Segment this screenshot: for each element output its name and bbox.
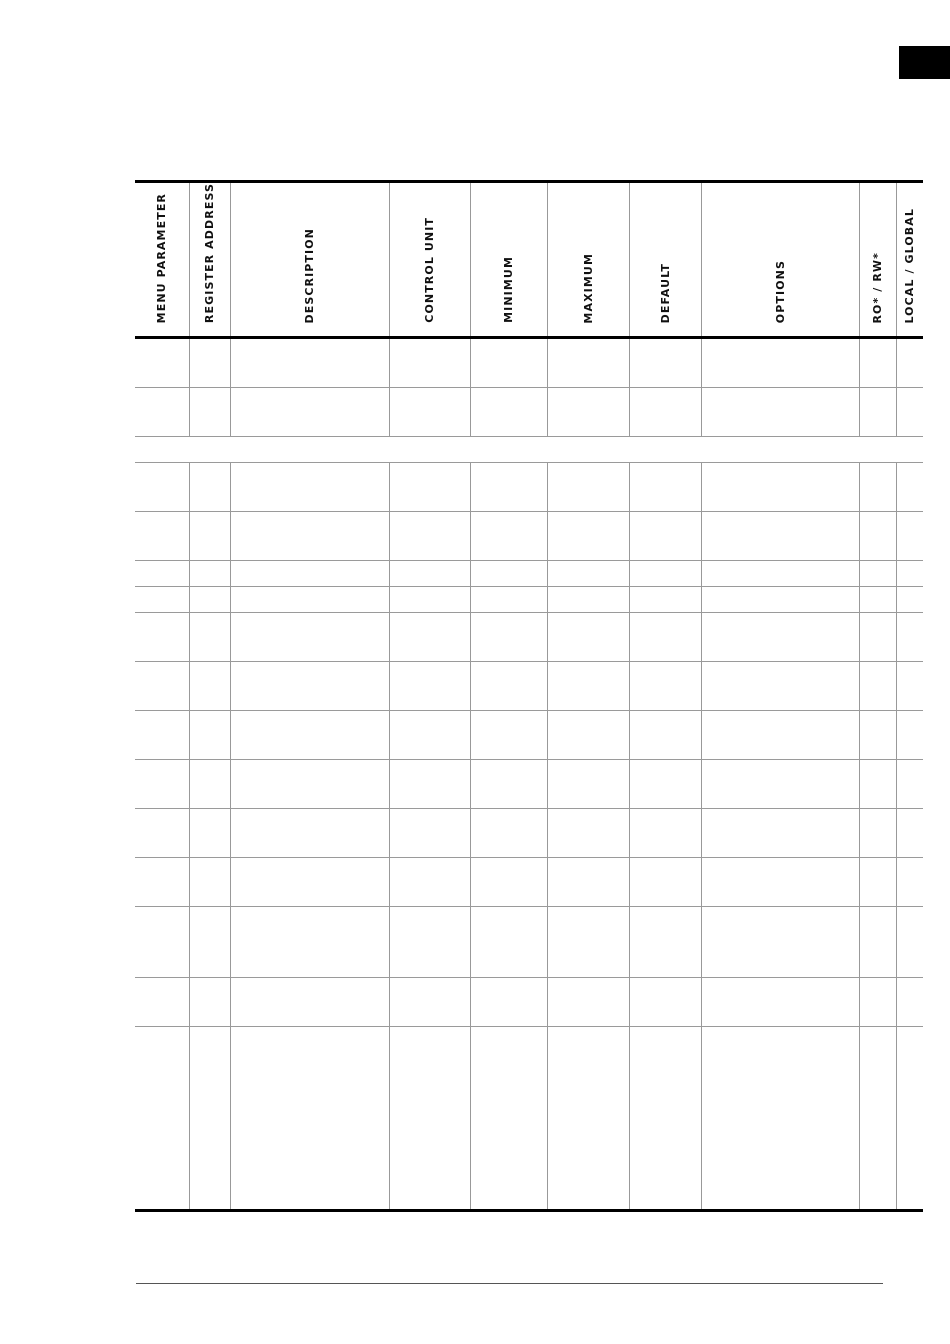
table-cell <box>230 711 389 760</box>
table-cell <box>629 338 701 388</box>
table-cell <box>135 858 189 907</box>
table-cell <box>230 613 389 662</box>
table-cell <box>859 388 896 437</box>
table-cell <box>547 512 629 561</box>
table-cell <box>896 907 923 978</box>
table-cell <box>189 1027 230 1211</box>
header-menu-parameter <box>135 182 189 338</box>
table-cell <box>389 613 470 662</box>
header-default <box>629 182 701 338</box>
table-row <box>135 512 923 561</box>
table-cell <box>547 907 629 978</box>
table-cell <box>135 613 189 662</box>
table-cell <box>135 809 189 858</box>
table-cell <box>470 907 547 978</box>
table-cell <box>189 512 230 561</box>
table-cell <box>389 809 470 858</box>
table-cell <box>859 858 896 907</box>
table-cell <box>189 711 230 760</box>
header-label: OPTIONS <box>773 259 787 324</box>
table-cell <box>230 561 389 587</box>
table-row <box>135 561 923 587</box>
table-cell <box>547 613 629 662</box>
parameter-table <box>135 180 923 1212</box>
table-cell <box>135 338 189 388</box>
header-control-unit <box>389 182 470 338</box>
table-cell <box>859 711 896 760</box>
table-cell <box>470 978 547 1027</box>
table-cell <box>896 388 923 437</box>
table-cell <box>896 338 923 388</box>
table-cell <box>389 711 470 760</box>
table-cell <box>389 662 470 711</box>
table-cell <box>896 978 923 1027</box>
table-cell <box>701 613 859 662</box>
table-cell <box>859 512 896 561</box>
table-row <box>135 978 923 1027</box>
header-label: DESCRIPTION <box>303 227 316 324</box>
table-cell <box>859 1027 896 1211</box>
table-row <box>135 760 923 809</box>
table-cell <box>547 858 629 907</box>
section-cell <box>135 437 923 463</box>
header-label: CONTROL UNIT <box>423 217 436 324</box>
table-cell <box>135 760 189 809</box>
table-cell <box>230 1027 389 1211</box>
header-label: RO* / RW* <box>871 251 884 324</box>
table-cell <box>896 711 923 760</box>
table-cell <box>470 388 547 437</box>
table-cell <box>470 338 547 388</box>
table-cell <box>859 809 896 858</box>
footer-rule <box>136 1283 883 1284</box>
table-header-row <box>135 182 923 338</box>
header-label: DEFAULT <box>658 262 672 324</box>
table-cell <box>701 978 859 1027</box>
table-cell <box>547 662 629 711</box>
table-cell <box>189 662 230 711</box>
table-cell <box>470 512 547 561</box>
table-cell <box>896 1027 923 1211</box>
table-cell <box>701 907 859 978</box>
table-body <box>135 338 923 1211</box>
table-cell <box>470 809 547 858</box>
header-maximum <box>547 182 629 338</box>
table-cell <box>135 561 189 587</box>
table-cell <box>629 561 701 587</box>
table-cell <box>230 338 389 388</box>
table-row <box>135 338 923 388</box>
table-cell <box>135 388 189 437</box>
table-cell <box>896 858 923 907</box>
table-cell <box>189 338 230 388</box>
table-row <box>135 1027 923 1211</box>
table-cell <box>629 388 701 437</box>
table-cell <box>189 388 230 437</box>
header-local-global <box>896 182 923 338</box>
table-cell <box>701 662 859 711</box>
table-cell <box>547 338 629 388</box>
page-tab-marker <box>899 46 950 79</box>
header-label: MINIMUM <box>502 256 515 324</box>
table-cell <box>135 1027 189 1211</box>
table-cell <box>389 858 470 907</box>
table-cell <box>470 561 547 587</box>
table-cell <box>189 809 230 858</box>
table-cell <box>389 978 470 1027</box>
table-cell <box>230 907 389 978</box>
header-label: LOCAL / GLOBAL <box>903 207 917 324</box>
table-cell <box>189 978 230 1027</box>
table-cell <box>701 338 859 388</box>
table-cell <box>629 1027 701 1211</box>
table-cell <box>389 388 470 437</box>
table-row <box>135 809 923 858</box>
table-cell <box>859 613 896 662</box>
table-cell <box>389 512 470 561</box>
table-cell <box>701 809 859 858</box>
table-cell <box>230 978 389 1027</box>
table-cell <box>896 662 923 711</box>
table-cell <box>189 561 230 587</box>
table-cell <box>896 587 923 613</box>
table-cell <box>629 613 701 662</box>
header-label: MAXIMUM <box>581 252 595 324</box>
table-cell <box>470 858 547 907</box>
table-cell <box>135 512 189 561</box>
table-cell <box>389 587 470 613</box>
table-cell <box>470 463 547 512</box>
table-cell <box>189 587 230 613</box>
table-row <box>135 662 923 711</box>
table-cell <box>859 463 896 512</box>
table-cell <box>701 561 859 587</box>
table-cell <box>896 463 923 512</box>
table-cell <box>547 809 629 858</box>
table-cell <box>230 463 389 512</box>
table-cell <box>701 463 859 512</box>
table-cell <box>135 711 189 760</box>
table-cell <box>629 907 701 978</box>
table-cell <box>389 338 470 388</box>
table-cell <box>189 858 230 907</box>
table-cell <box>230 587 389 613</box>
table-row <box>135 907 923 978</box>
table-cell <box>701 388 859 437</box>
table-cell <box>389 561 470 587</box>
table-cell <box>859 907 896 978</box>
table-cell <box>896 512 923 561</box>
table-row <box>135 613 923 662</box>
table-cell <box>629 858 701 907</box>
table-row <box>135 711 923 760</box>
table-cell <box>701 512 859 561</box>
table-cell <box>547 1027 629 1211</box>
table-cell <box>470 1027 547 1211</box>
table-cell <box>189 907 230 978</box>
table-cell <box>230 809 389 858</box>
table-cell <box>547 760 629 809</box>
table-cell <box>629 809 701 858</box>
table-cell <box>389 907 470 978</box>
table-cell <box>701 711 859 760</box>
table-cell <box>701 587 859 613</box>
table-cell <box>230 858 389 907</box>
header-register-address <box>189 182 230 338</box>
table-cell <box>629 978 701 1027</box>
table-cell <box>230 512 389 561</box>
table-cell <box>470 613 547 662</box>
table-cell <box>701 1027 859 1211</box>
header-label: REGISTER ADDRESS <box>203 183 216 324</box>
table-cell <box>859 978 896 1027</box>
table-cell <box>135 978 189 1027</box>
table-cell <box>629 512 701 561</box>
table-cell <box>470 587 547 613</box>
section-row <box>135 437 923 463</box>
table-cell <box>859 587 896 613</box>
table-cell <box>859 338 896 388</box>
table-cell <box>189 613 230 662</box>
table-cell <box>547 463 629 512</box>
table-cell <box>859 662 896 711</box>
table-row <box>135 388 923 437</box>
table-cell <box>859 760 896 809</box>
table-cell <box>389 1027 470 1211</box>
header-label: MENU PARAMETER <box>155 192 169 324</box>
table-row <box>135 587 923 613</box>
header-description <box>230 182 389 338</box>
table-cell <box>896 561 923 587</box>
table-row <box>135 463 923 512</box>
table-cell <box>629 760 701 809</box>
table-cell <box>135 662 189 711</box>
table-cell <box>701 858 859 907</box>
table-cell <box>629 662 701 711</box>
table-cell <box>629 587 701 613</box>
table-cell <box>547 711 629 760</box>
table-cell <box>389 760 470 809</box>
table-cell <box>230 760 389 809</box>
table-cell <box>547 388 629 437</box>
table-cell <box>629 711 701 760</box>
table-cell <box>547 587 629 613</box>
table-cell <box>230 662 389 711</box>
table-cell <box>470 760 547 809</box>
table-cell <box>859 561 896 587</box>
table-cell <box>189 463 230 512</box>
table-row <box>135 858 923 907</box>
table-cell <box>701 760 859 809</box>
table-cell <box>470 711 547 760</box>
table-cell <box>896 760 923 809</box>
table-cell <box>135 587 189 613</box>
table-cell <box>547 978 629 1027</box>
header-minimum <box>470 182 547 338</box>
header-ro-rw <box>859 182 896 338</box>
table-cell <box>629 463 701 512</box>
table-cell <box>896 613 923 662</box>
table-cell <box>230 388 389 437</box>
table-cell <box>547 561 629 587</box>
table-cell <box>470 662 547 711</box>
header-options <box>701 182 859 338</box>
table-cell <box>896 809 923 858</box>
table-cell <box>389 463 470 512</box>
table-cell <box>189 760 230 809</box>
table-cell <box>135 463 189 512</box>
table-cell <box>135 907 189 978</box>
